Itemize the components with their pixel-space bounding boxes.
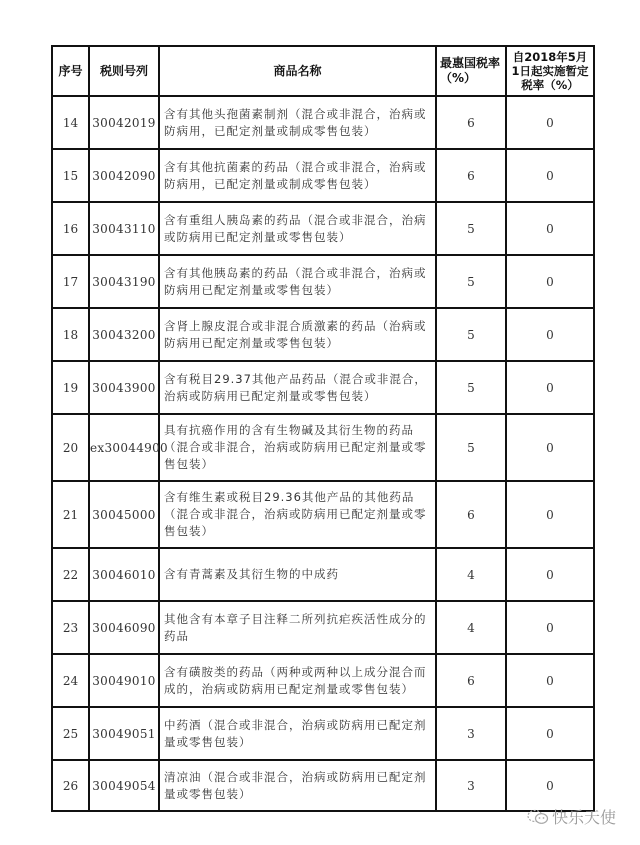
- cell-tariff-code: 30043900: [89, 361, 159, 414]
- cell-mfn-rate: 3: [436, 707, 506, 760]
- cell-product-name: 含肾上腺皮混合或非混合质激素的药品（治病或防病用已配定剂量或零售包装）: [159, 308, 436, 361]
- cell-product-name: 含有重组人胰岛素的药品（混合或非混合，治病或防病用已配定剂量或零售包装）: [159, 202, 436, 255]
- cell-mfn-rate: 3: [436, 760, 506, 811]
- cell-mfn-rate: 6: [436, 149, 506, 202]
- cell-tariff-code: 30043190: [89, 255, 159, 308]
- cell-tariff-code: 30042019: [89, 96, 159, 149]
- cell-mfn-rate: 6: [436, 654, 506, 707]
- cell-product-name: 含有税目29.37其他产品药品（混合或非混合，治病或防病用已配定剂量或零售包装）: [159, 361, 436, 414]
- tariff-table: [51, 45, 595, 812]
- header-mfn-rate: 最惠国税率（%）: [436, 46, 506, 96]
- table-row: [52, 760, 594, 811]
- cell-product-name: 含有其他胰岛素的药品（混合或非混合，治病或防病用已配定剂量或零售包装）: [159, 255, 436, 308]
- wechat-icon: [527, 809, 549, 825]
- cell-seq: 20: [52, 414, 89, 481]
- cell-seq: 21: [52, 481, 89, 548]
- table-row: [52, 707, 594, 760]
- cell-tariff-code: 30046010: [89, 548, 159, 601]
- cell-provisional-rate: 0: [506, 149, 594, 202]
- table-body: [52, 96, 594, 811]
- table-header-row: [52, 46, 594, 96]
- cell-seq: 15: [52, 149, 89, 202]
- cell-provisional-rate: 0: [506, 601, 594, 654]
- cell-seq: 26: [52, 760, 89, 811]
- table-row: [52, 361, 594, 414]
- cell-mfn-rate: 4: [436, 548, 506, 601]
- watermark: [527, 805, 616, 828]
- cell-seq: 22: [52, 548, 89, 601]
- cell-provisional-rate: 0: [506, 707, 594, 760]
- header-seq: 序号: [52, 46, 89, 96]
- cell-product-name: 含有其他头孢菌素制剂（混合或非混合，治病或防病用，已配定剂量或制成零售包装）: [159, 96, 436, 149]
- cell-product-name: 含有磺胺类的药品（两种或两种以上成分混合而成的，治病或防病用已配定剂量或零售包装）: [159, 654, 436, 707]
- cell-seq: 25: [52, 707, 89, 760]
- cell-provisional-rate: 0: [506, 481, 594, 548]
- watermark-text: 快乐天使: [552, 808, 617, 827]
- table-row: [52, 548, 594, 601]
- cell-product-name: 含有维生素或税目29.36其他产品的其他药品（混合或非混合，治病或防病用已配定剂量或零售包装）: [159, 481, 436, 548]
- cell-product-name: 其他含有本章子目注释二所列抗疟疾活性成分的药品: [159, 601, 436, 654]
- table-row: [52, 601, 594, 654]
- cell-provisional-rate: 0: [506, 308, 594, 361]
- cell-seq: 17: [52, 255, 89, 308]
- cell-tariff-code: ex30044900: [89, 414, 159, 481]
- table-row: [52, 202, 594, 255]
- cell-product-name: 清凉油（混合或非混合，治病或防病用已配定剂量或零售包装）: [159, 760, 436, 811]
- cell-product-name: 中药酒（混合或非混合，治病或防病用已配定剂量或零售包装）: [159, 707, 436, 760]
- cell-provisional-rate: 0: [506, 202, 594, 255]
- cell-provisional-rate: 0: [506, 654, 594, 707]
- cell-mfn-rate: 4: [436, 601, 506, 654]
- header-provisional-rate: 自2018年5月1日起实施暂定税率（%）: [506, 46, 594, 96]
- table-row: [52, 481, 594, 548]
- cell-mfn-rate: 5: [436, 308, 506, 361]
- cell-mfn-rate: 5: [436, 255, 506, 308]
- table-row: [52, 149, 594, 202]
- cell-provisional-rate: 0: [506, 414, 594, 481]
- cell-provisional-rate: 0: [506, 96, 594, 149]
- cell-mfn-rate: 6: [436, 481, 506, 548]
- cell-tariff-code: 30046090: [89, 601, 159, 654]
- cell-provisional-rate: 0: [506, 361, 594, 414]
- header-name: 商品名称: [159, 46, 436, 96]
- cell-product-name: 含有青蒿素及其衍生物的中成药: [159, 548, 436, 601]
- cell-product-name: 具有抗癌作用的含有生物碱及其衍生物的药品（混合或非混合，治病或防病用已配定剂量或零售包装）: [159, 414, 436, 481]
- cell-seq: 16: [52, 202, 89, 255]
- cell-provisional-rate: 0: [506, 548, 594, 601]
- cell-tariff-code: 30049054: [89, 760, 159, 811]
- cell-tariff-code: 30045000: [89, 481, 159, 548]
- cell-seq: 23: [52, 601, 89, 654]
- cell-tariff-code: 30043200: [89, 308, 159, 361]
- cell-mfn-rate: 5: [436, 202, 506, 255]
- cell-tariff-code: 30049051: [89, 707, 159, 760]
- cell-tariff-code: 30049010: [89, 654, 159, 707]
- cell-seq: 19: [52, 361, 89, 414]
- cell-mfn-rate: 5: [436, 361, 506, 414]
- cell-tariff-code: 30043110: [89, 202, 159, 255]
- table-row: [52, 414, 594, 481]
- cell-tariff-code: 30042090: [89, 149, 159, 202]
- cell-mfn-rate: 5: [436, 414, 506, 481]
- cell-mfn-rate: 6: [436, 96, 506, 149]
- cell-provisional-rate: 0: [506, 255, 594, 308]
- cell-seq: 24: [52, 654, 89, 707]
- cell-provisional-rate: 0: [506, 760, 594, 811]
- cell-product-name: 含有其他抗菌素的药品（混合或非混合，治病或防病用，已配定剂量或制成零售包装）: [159, 149, 436, 202]
- cell-seq: 18: [52, 308, 89, 361]
- cell-seq: 14: [52, 96, 89, 149]
- table-row: [52, 308, 594, 361]
- table-row: [52, 96, 594, 149]
- table-row: [52, 255, 594, 308]
- header-code: 税则号列: [89, 46, 159, 96]
- table-row: [52, 654, 594, 707]
